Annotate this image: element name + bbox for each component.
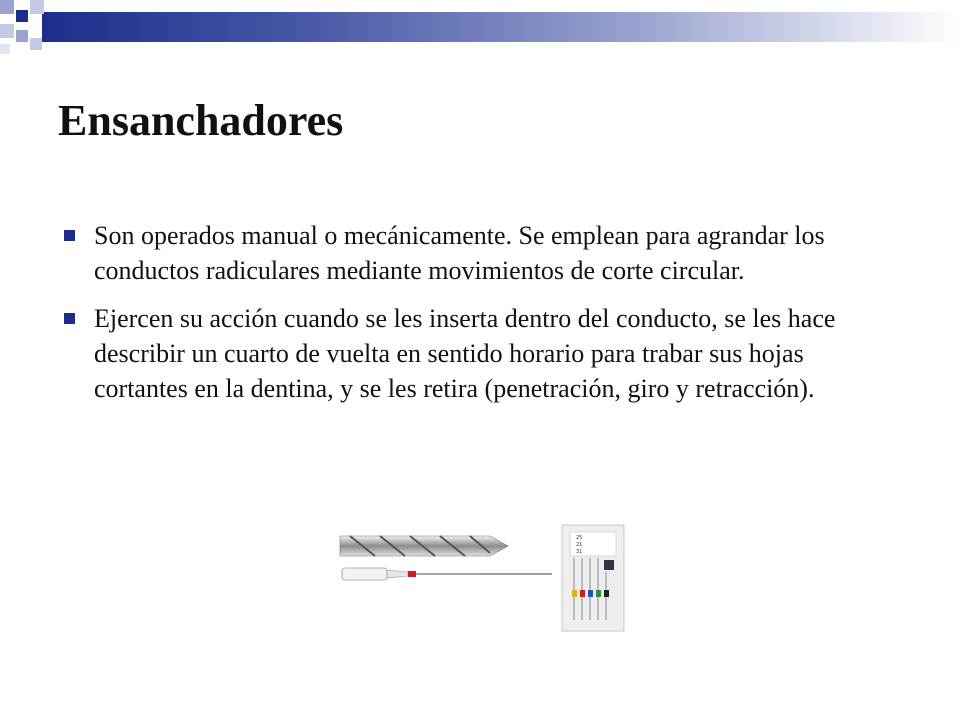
decor-square xyxy=(0,0,14,14)
reamer-illustration xyxy=(330,520,630,635)
decor-square xyxy=(16,10,28,22)
package-label: 31 xyxy=(576,549,583,555)
reamer-blade-closeup xyxy=(340,536,508,556)
decor-square xyxy=(0,44,10,54)
decor-square xyxy=(30,0,44,14)
bullet-text: Ejercen su acción cuando se les inserta dentro del conducto, se les hace describir un cuarto de vuelta en sentido horario para trabar sus hojas cortantes en la dentina, y se les retira (penetración, giro y retracción). xyxy=(94,304,836,403)
decor-square xyxy=(16,30,28,42)
instrument-package xyxy=(562,525,624,631)
reamer-file xyxy=(342,568,552,580)
bullet-item xyxy=(58,301,858,406)
decor-square xyxy=(0,24,14,38)
bullet-text: Son operados manual o mecánicamente. Se emplean para agrandar los conductos radiculares mediante movimientos de corte circular. xyxy=(94,221,825,285)
slide-title: Ensanchadores xyxy=(58,96,344,145)
decor-square xyxy=(30,38,42,50)
package-label: 25 xyxy=(576,535,583,541)
bullet-item xyxy=(58,218,858,288)
square-bullet-icon xyxy=(64,313,75,324)
package-label: 21 xyxy=(576,542,583,548)
bullet-list xyxy=(58,218,858,419)
square-bullet-icon xyxy=(64,230,75,241)
header-gradient-bar xyxy=(42,12,960,42)
